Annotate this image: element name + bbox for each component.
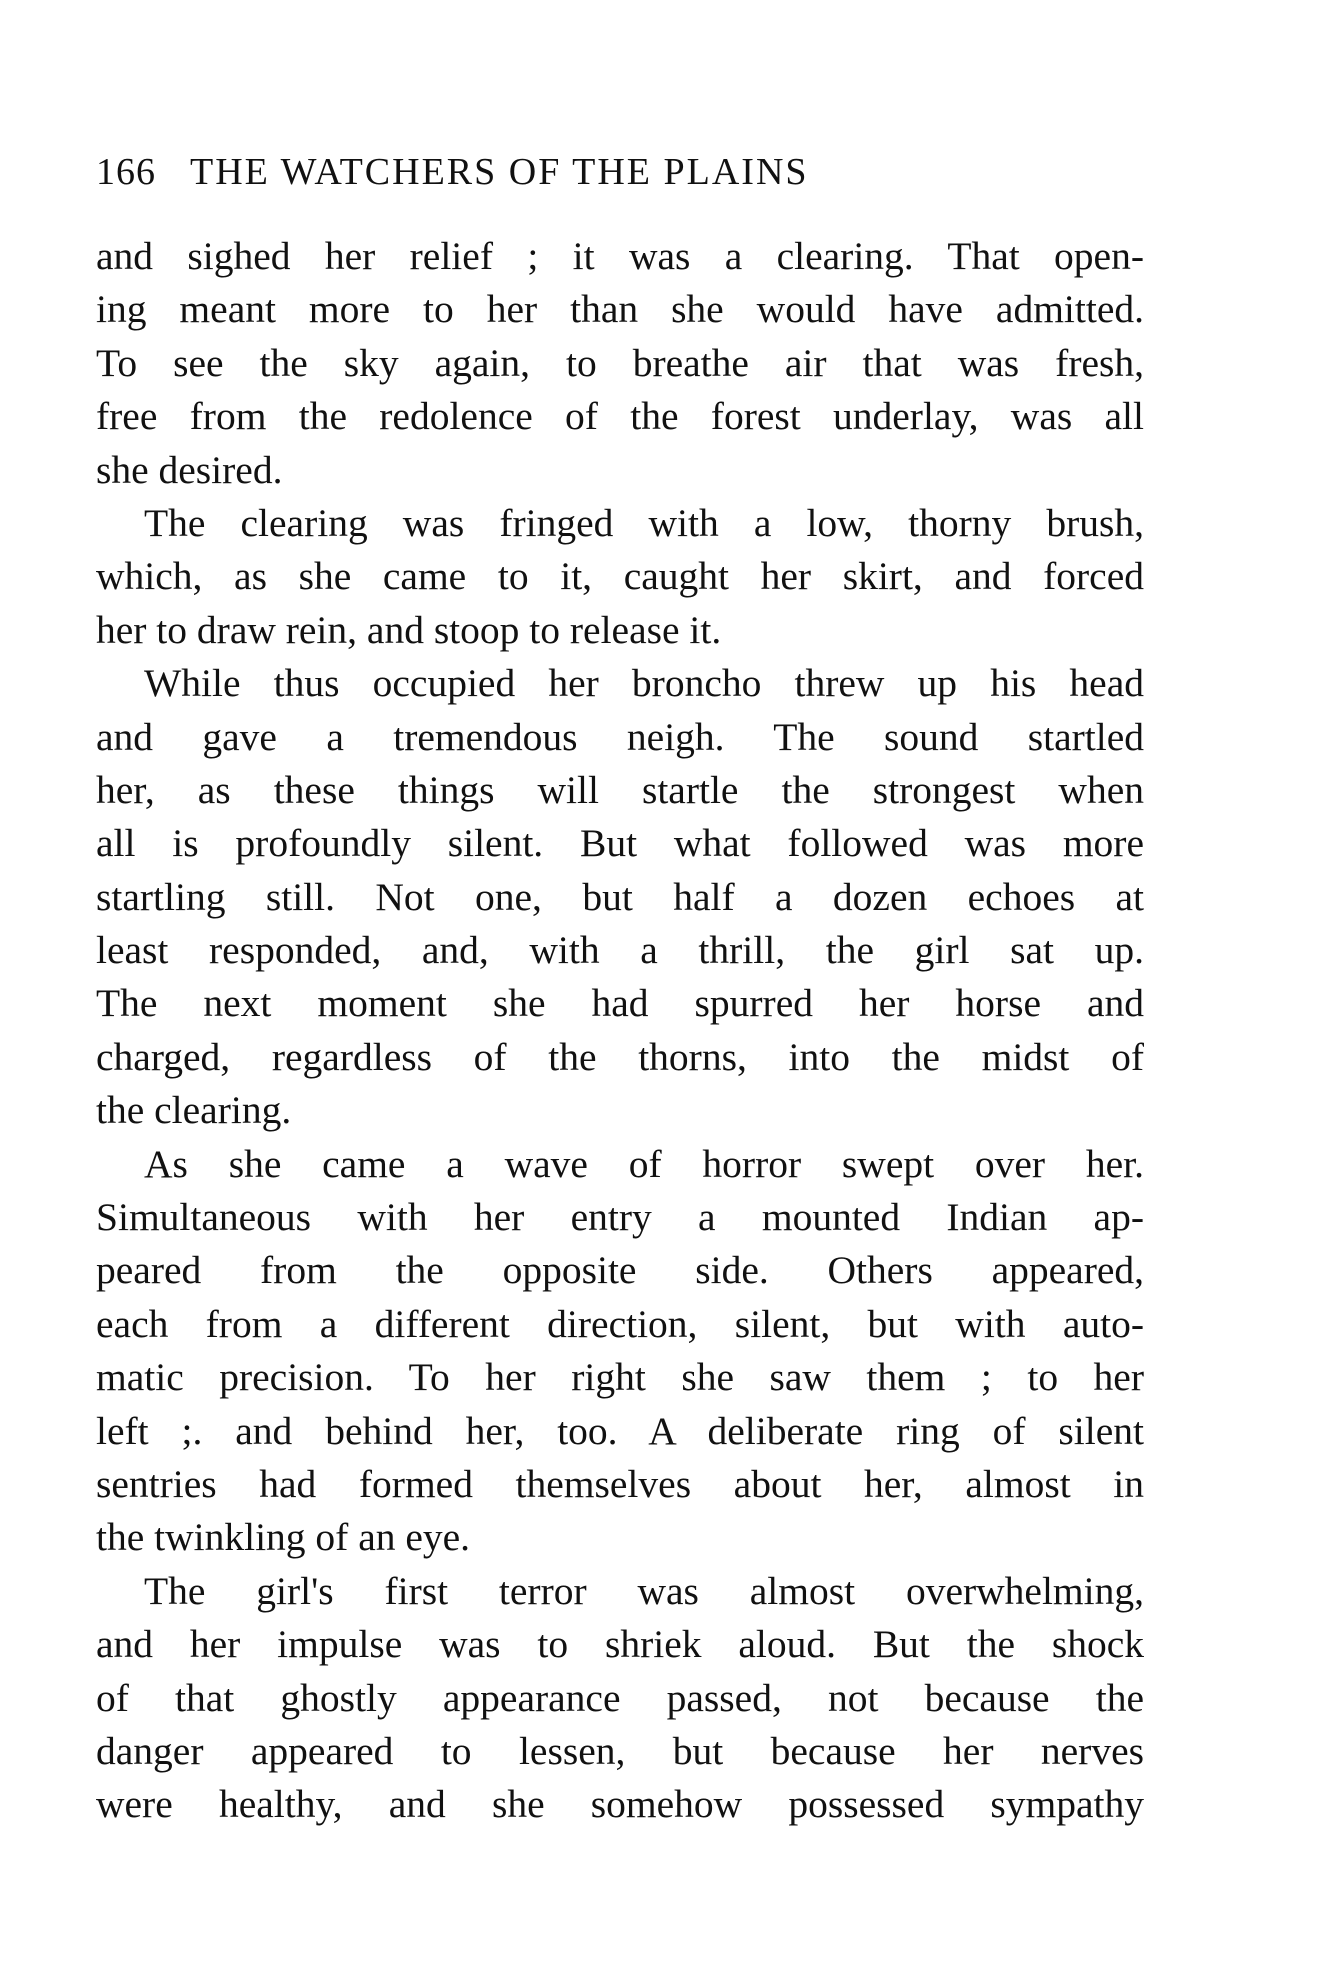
text-line: she desired. — [96, 447, 283, 492]
text-line: which, as she came to it, caught her skirt, and forced — [96, 554, 1144, 599]
text-line: To see the sky again, to breathe air that was fresh, — [96, 340, 1144, 385]
text-line: all is profoundly silent. But what followed was more — [96, 821, 1144, 866]
text-line: and gave a tremendous neigh. The sound startled — [96, 714, 1144, 759]
text-line: ing meant more to her than she would have admitted. — [96, 287, 1144, 332]
text-line: of that ghostly appearance passed, not because the — [96, 1675, 1144, 1720]
text-line: As she came a wave of horror swept over her. — [144, 1141, 1144, 1186]
text-line: were healthy, and she somehow possessed sympathy — [96, 1782, 1144, 1827]
text-line: The girl's first terror was almost overwhelming, — [144, 1568, 1144, 1613]
text-line: danger appeared to lessen, but because her nerves — [96, 1728, 1144, 1773]
text-line: The clearing was fringed with a low, thorny brush, — [144, 500, 1144, 545]
text-line: matic precision. To her right she saw them ; to her — [96, 1355, 1144, 1400]
text-line: While thus occupied her broncho threw up his head — [144, 661, 1144, 706]
text-line: startling still. Not one, but half a dozen echoes at — [96, 874, 1144, 919]
text-line: The next moment she had spurred her horse and — [96, 981, 1144, 1026]
text-line: her, as these things will startle the strongest when — [96, 767, 1144, 812]
text-line: and sighed her relief ; it was a clearing. That open- — [96, 234, 1144, 278]
text-line: and her impulse was to shriek aloud. But the shock — [96, 1622, 1144, 1667]
book-title: THE WATCHERS OF THE PLAINS — [190, 151, 809, 193]
text-line: charged, regardless of the thorns, into the midst of — [96, 1034, 1144, 1079]
text-line: left ;. and behind her, too. A deliberate ring of silent — [96, 1408, 1144, 1453]
text-line: peared from the opposite side. Others appeared, — [96, 1248, 1144, 1293]
text-line: her to draw rein, and stoop to release it. — [96, 607, 722, 652]
running-head — [96, 142, 1146, 202]
text-line: free from the redolence of the forest underlay, was all — [96, 394, 1144, 439]
body-text — [96, 230, 1144, 1832]
page-number: 166 — [96, 151, 156, 193]
text-line: the clearing. — [96, 1088, 292, 1133]
text-line: the twinkling of an eye. — [96, 1515, 471, 1560]
text-line: least responded, and, with a thrill, the girl sat up. — [96, 928, 1144, 973]
text-line: Simultaneous with her entry a mounted Indian ap- — [96, 1195, 1144, 1240]
text-line: sentries had formed themselves about her, almost in — [96, 1461, 1144, 1506]
text-line: each from a different direction, silent, but with auto- — [96, 1301, 1144, 1346]
